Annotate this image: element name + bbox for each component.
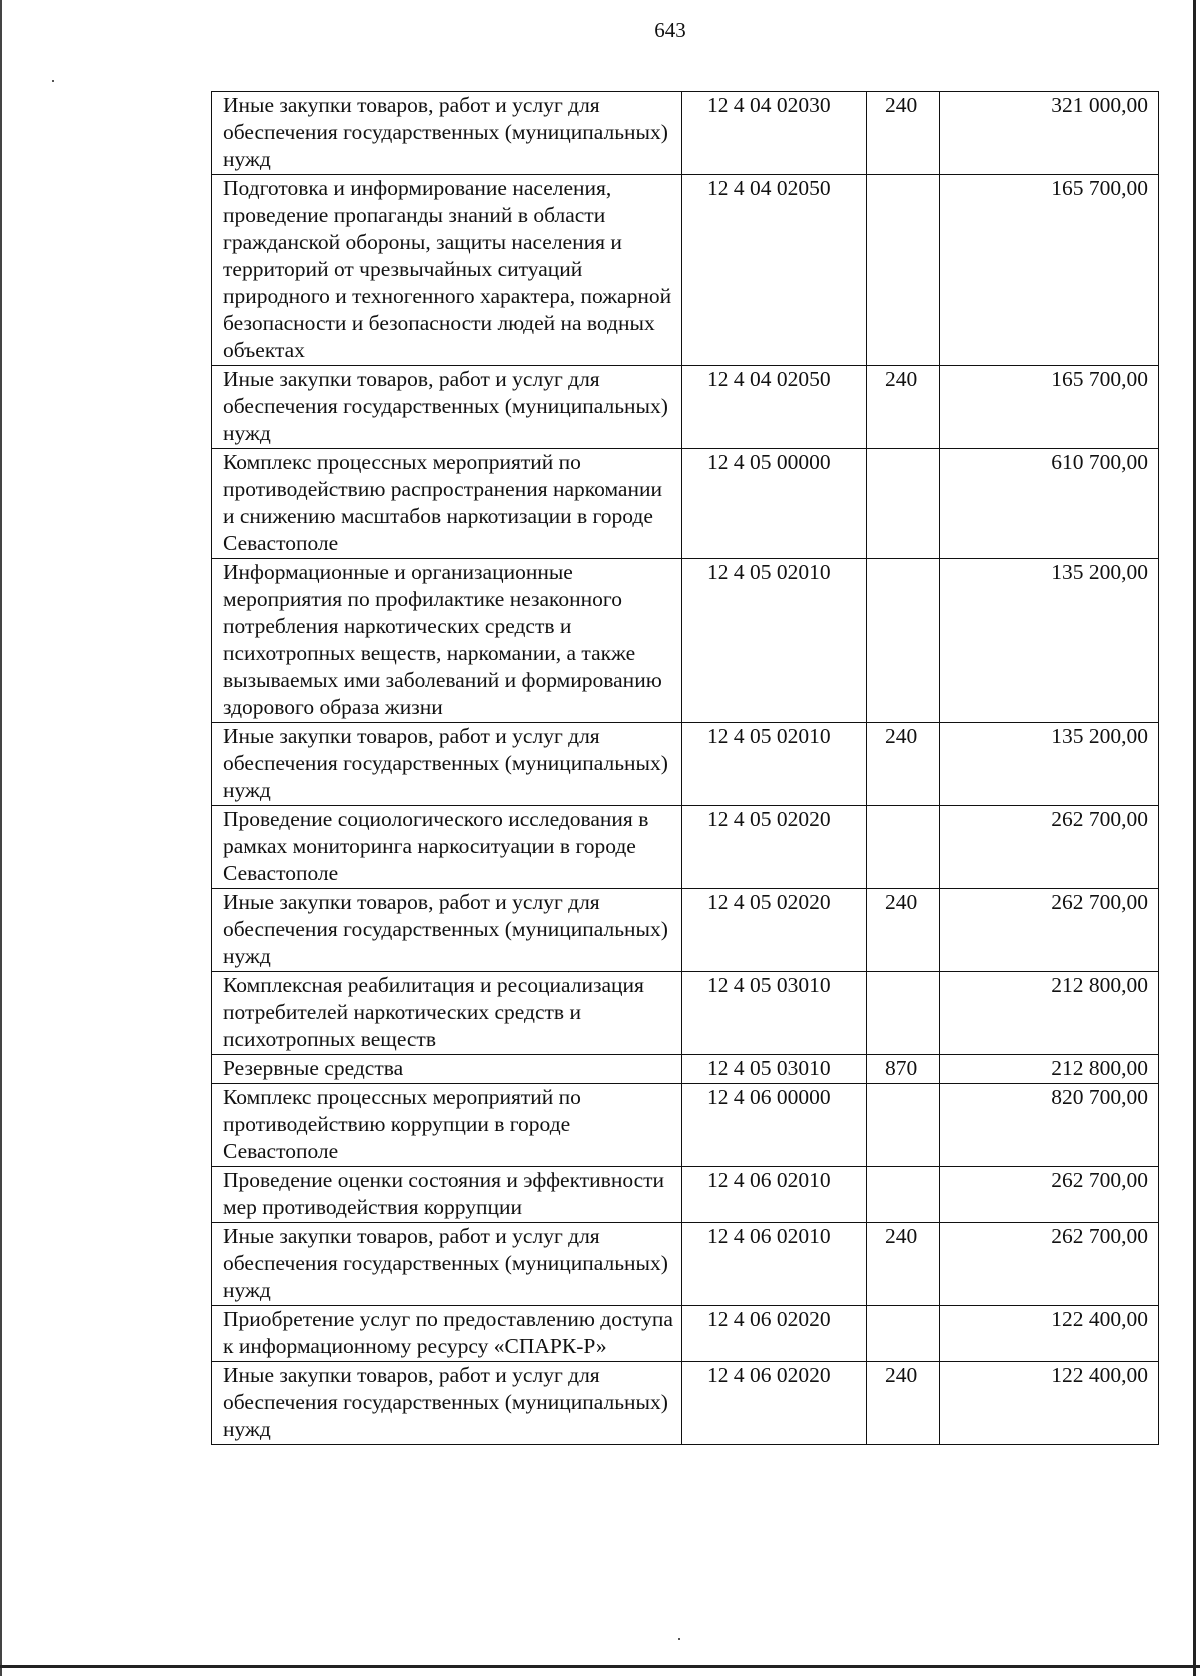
table-row	[212, 1167, 1159, 1223]
row-sum: 262 700,00	[940, 1167, 1159, 1223]
row-vr-code	[867, 1306, 940, 1362]
row-csr-code: 12 4 05 03010	[682, 972, 867, 1055]
row-vr-code	[867, 559, 940, 723]
row-vr-code: 240	[867, 366, 940, 449]
row-vr-code: 870	[867, 1055, 940, 1084]
row-name: Иные закупки товаров, работ и услуг для обеспечения государственных (муниципальных) нужд	[212, 366, 682, 449]
row-name: Комплексная реабилитация и ресоциализация потребителей наркотических средств и психотропных веществ	[212, 972, 682, 1055]
row-csr-code: 12 4 05 02020	[682, 806, 867, 889]
row-vr-code: 240	[867, 1362, 940, 1445]
row-vr-code: 240	[867, 889, 940, 972]
row-sum: 122 400,00	[940, 1362, 1159, 1445]
table-row	[212, 1306, 1159, 1362]
table-row	[212, 1223, 1159, 1306]
table-row	[212, 1362, 1159, 1445]
budget-table	[211, 91, 1159, 1445]
row-name: Информационные и организационные мероприятия по профилактике незаконного потребления наркотических средств и психотропных веществ, наркомании, а также вызываемых ими заболеваний и формированию здорового образа жизни	[212, 559, 682, 723]
row-sum: 212 800,00	[940, 972, 1159, 1055]
row-vr-code	[867, 449, 940, 559]
row-vr-code	[867, 806, 940, 889]
row-name: Иные закупки товаров, работ и услуг для обеспечения государственных (муниципальных) нужд	[212, 1362, 682, 1445]
row-name: Проведение оценки состояния и эффективности мер противодействия коррупции	[212, 1167, 682, 1223]
row-sum: 135 200,00	[940, 723, 1159, 806]
row-csr-code: 12 4 05 00000	[682, 449, 867, 559]
row-name: Иные закупки товаров, работ и услуг для обеспечения государственных (муниципальных) нужд	[212, 723, 682, 806]
row-name: Комплекс процессных мероприятий по противодействию коррупции в городе Севастополе	[212, 1084, 682, 1167]
row-sum: 165 700,00	[940, 175, 1159, 366]
scan-speck	[678, 1638, 680, 1640]
row-csr-code: 12 4 04 02050	[682, 366, 867, 449]
row-csr-code: 12 4 05 02010	[682, 559, 867, 723]
row-vr-code	[867, 175, 940, 366]
table-row	[212, 972, 1159, 1055]
row-name: Приобретение услуг по предоставлению доступа к информационному ресурсу «СПАРК-Р»	[212, 1306, 682, 1362]
row-sum: 820 700,00	[940, 1084, 1159, 1167]
table-row	[212, 92, 1159, 175]
row-name: Иные закупки товаров, работ и услуг для обеспечения государственных (муниципальных) нужд	[212, 889, 682, 972]
row-sum: 610 700,00	[940, 449, 1159, 559]
row-vr-code	[867, 1167, 940, 1223]
row-sum: 262 700,00	[940, 806, 1159, 889]
row-sum: 165 700,00	[940, 366, 1159, 449]
row-name: Иные закупки товаров, работ и услуг для обеспечения государственных (муниципальных) нужд	[212, 92, 682, 175]
row-csr-code: 12 4 05 02010	[682, 723, 867, 806]
table-row	[212, 559, 1159, 723]
row-vr-code: 240	[867, 723, 940, 806]
row-name: Резервные средства	[212, 1055, 682, 1084]
table-row	[212, 175, 1159, 366]
table-row	[212, 449, 1159, 559]
row-csr-code: 12 4 06 02010	[682, 1223, 867, 1306]
row-sum: 262 700,00	[940, 889, 1159, 972]
row-sum: 321 000,00	[940, 92, 1159, 175]
row-vr-code: 240	[867, 92, 940, 175]
row-vr-code	[867, 972, 940, 1055]
row-name: Подготовка и информирование населения, проведение пропаганды знаний в области гражданской обороны, защиты населения и территорий от чрезвычайных ситуаций природного и техногенного характера, пожарной безопасности и безопасности людей на водных объектах	[212, 175, 682, 366]
row-csr-code: 12 4 05 03010	[682, 1055, 867, 1084]
row-name: Иные закупки товаров, работ и услуг для обеспечения государственных (муниципальных) нужд	[212, 1223, 682, 1306]
row-vr-code: 240	[867, 1223, 940, 1306]
table-row	[212, 1084, 1159, 1167]
table-row	[212, 889, 1159, 972]
row-csr-code: 12 4 04 02050	[682, 175, 867, 366]
row-sum: 122 400,00	[940, 1306, 1159, 1362]
row-sum: 212 800,00	[940, 1055, 1159, 1084]
row-name: Комплекс процессных мероприятий по противодействию распространения наркомании и снижению масштабов наркотизации в городе Севастополе	[212, 449, 682, 559]
table-row	[212, 1055, 1159, 1084]
row-sum: 135 200,00	[940, 559, 1159, 723]
row-csr-code: 12 4 06 00000	[682, 1084, 867, 1167]
row-csr-code: 12 4 06 02020	[682, 1306, 867, 1362]
scan-edge-left	[0, 0, 2, 1676]
scan-edge-bottom	[0, 1665, 1200, 1668]
row-csr-code: 12 4 06 02020	[682, 1362, 867, 1445]
row-csr-code: 12 4 06 02010	[682, 1167, 867, 1223]
scan-speck	[52, 80, 54, 82]
table-row	[212, 366, 1159, 449]
row-name: Проведение социологического исследования в рамках мониторинга наркоситуации в городе Севастополе	[212, 806, 682, 889]
table-row	[212, 723, 1159, 806]
scan-edge-right	[1193, 0, 1196, 1676]
row-csr-code: 12 4 04 02030	[682, 92, 867, 175]
page-number: 643	[654, 18, 686, 42]
row-sum: 262 700,00	[940, 1223, 1159, 1306]
row-csr-code: 12 4 05 02020	[682, 889, 867, 972]
table-row	[212, 806, 1159, 889]
row-vr-code	[867, 1084, 940, 1167]
